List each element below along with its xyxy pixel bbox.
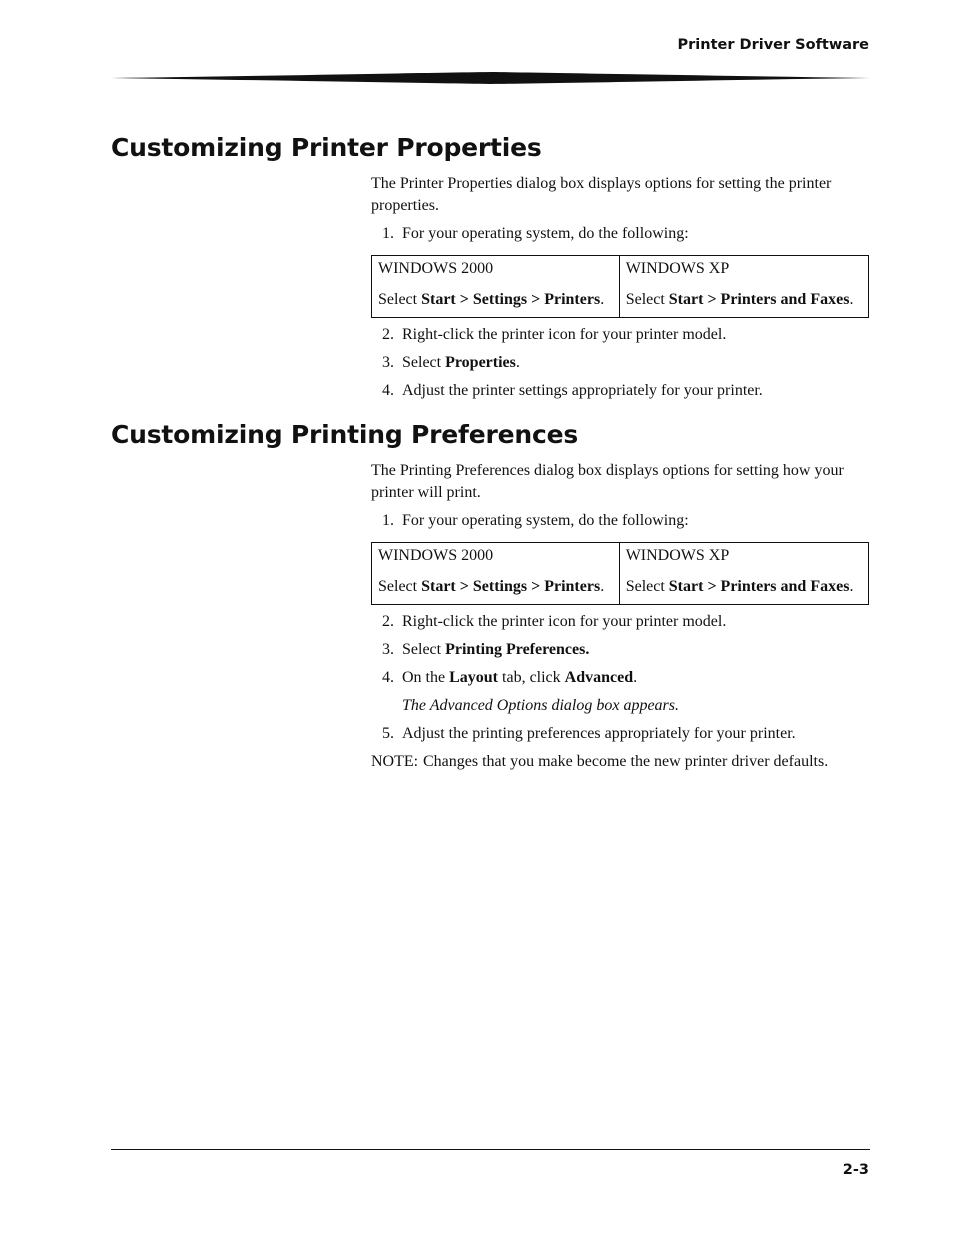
step-number: 3.	[382, 354, 394, 371]
step-number: 5.	[382, 725, 394, 742]
step-text-suffix: .	[633, 669, 638, 686]
intro-paragraph: The Printing Preferences dialog box displays options for setting how your printer will print.	[371, 462, 844, 501]
step-text-prefix: Select	[402, 354, 446, 371]
os-instruction	[626, 289, 862, 311]
page-number: 2-3	[842, 1162, 869, 1178]
step-number: 3.	[382, 641, 394, 658]
instruction-prefix: Select	[378, 291, 422, 308]
step-number: 4.	[382, 669, 394, 686]
step-number: 1.	[382, 225, 394, 242]
os-instruction	[378, 576, 613, 598]
header-rule	[111, 70, 870, 86]
step-text-mid: tab, click	[498, 669, 565, 686]
step-text: Adjust the printer settings appropriately for your printer.	[402, 382, 763, 399]
instruction-suffix: .	[600, 578, 605, 595]
step-text: For your operating system, do the following:	[402, 512, 689, 529]
instruction-suffix: .	[849, 291, 854, 308]
running-header: Printer Driver Software	[677, 37, 869, 53]
step-result: The Advanced Options dialog box appears.	[402, 697, 680, 714]
windows-xp-cell	[619, 543, 868, 605]
step-1	[371, 510, 870, 532]
instruction-prefix: Select	[625, 578, 669, 595]
step-emphasis: Printing Preferences.	[445, 641, 590, 658]
step-text: For your operating system, do the following:	[402, 225, 689, 242]
windows-2000-cell	[372, 543, 620, 605]
step-text-suffix: .	[515, 354, 520, 371]
step-2	[371, 611, 870, 633]
step-number: 2.	[382, 613, 394, 630]
step-4	[371, 667, 870, 689]
table-row	[372, 256, 869, 318]
intro-paragraph: The Printer Properties dialog box displays options for setting the printer properties.	[371, 175, 832, 214]
os-label: WINDOWS XP	[625, 260, 730, 277]
section-title-printer-properties: Customizing Printer Properties	[111, 133, 542, 162]
section-body-printing-preferences	[371, 460, 870, 773]
footer-rule	[111, 1149, 870, 1150]
section-body-printer-properties	[371, 173, 870, 402]
step-5	[371, 723, 870, 745]
note-text: Changes that you make become the new printer driver defaults.	[423, 753, 829, 770]
menu-path: Start > Settings > Printers	[421, 578, 601, 595]
step-number: 1.	[382, 512, 394, 529]
note-label: NOTE:	[371, 753, 419, 770]
header-rule-shape	[111, 72, 870, 84]
menu-path: Start > Printers and Faxes	[668, 291, 850, 308]
menu-path: Start > Settings > Printers	[421, 291, 601, 308]
windows-xp-cell	[619, 256, 868, 318]
step-text-prefix: Select	[402, 641, 446, 658]
step-3	[371, 352, 870, 374]
step-2	[371, 324, 870, 346]
step-4	[371, 380, 870, 402]
os-table	[371, 255, 869, 318]
step-number: 2.	[382, 326, 394, 343]
step-text: Right-click the printer icon for your printer model.	[402, 326, 727, 343]
step-emphasis: Properties	[445, 354, 516, 371]
instruction-prefix: Select	[625, 291, 669, 308]
note	[371, 751, 870, 773]
os-label: WINDOWS XP	[625, 547, 730, 564]
os-label: WINDOWS 2000	[378, 260, 494, 277]
menu-path: Start > Printers and Faxes	[668, 578, 850, 595]
step-number: 4.	[382, 382, 394, 399]
instruction-suffix: .	[600, 291, 605, 308]
step-1	[371, 223, 870, 245]
step-text: Right-click the printer icon for your printer model.	[402, 613, 727, 630]
table-row	[372, 543, 869, 605]
os-label: WINDOWS 2000	[378, 547, 494, 564]
os-instruction	[378, 289, 613, 311]
windows-2000-cell	[372, 256, 620, 318]
step-emphasis-layout: Layout	[449, 669, 499, 686]
os-table	[371, 542, 869, 605]
step-emphasis-advanced: Advanced	[564, 669, 634, 686]
instruction-suffix: .	[849, 578, 854, 595]
os-instruction	[626, 576, 862, 598]
instruction-prefix: Select	[378, 578, 422, 595]
step-text: Adjust the printing preferences appropriately for your printer.	[402, 725, 796, 742]
step-text-prefix: On the	[402, 669, 450, 686]
step-3	[371, 639, 870, 661]
section-title-printing-preferences: Customizing Printing Preferences	[111, 420, 579, 449]
